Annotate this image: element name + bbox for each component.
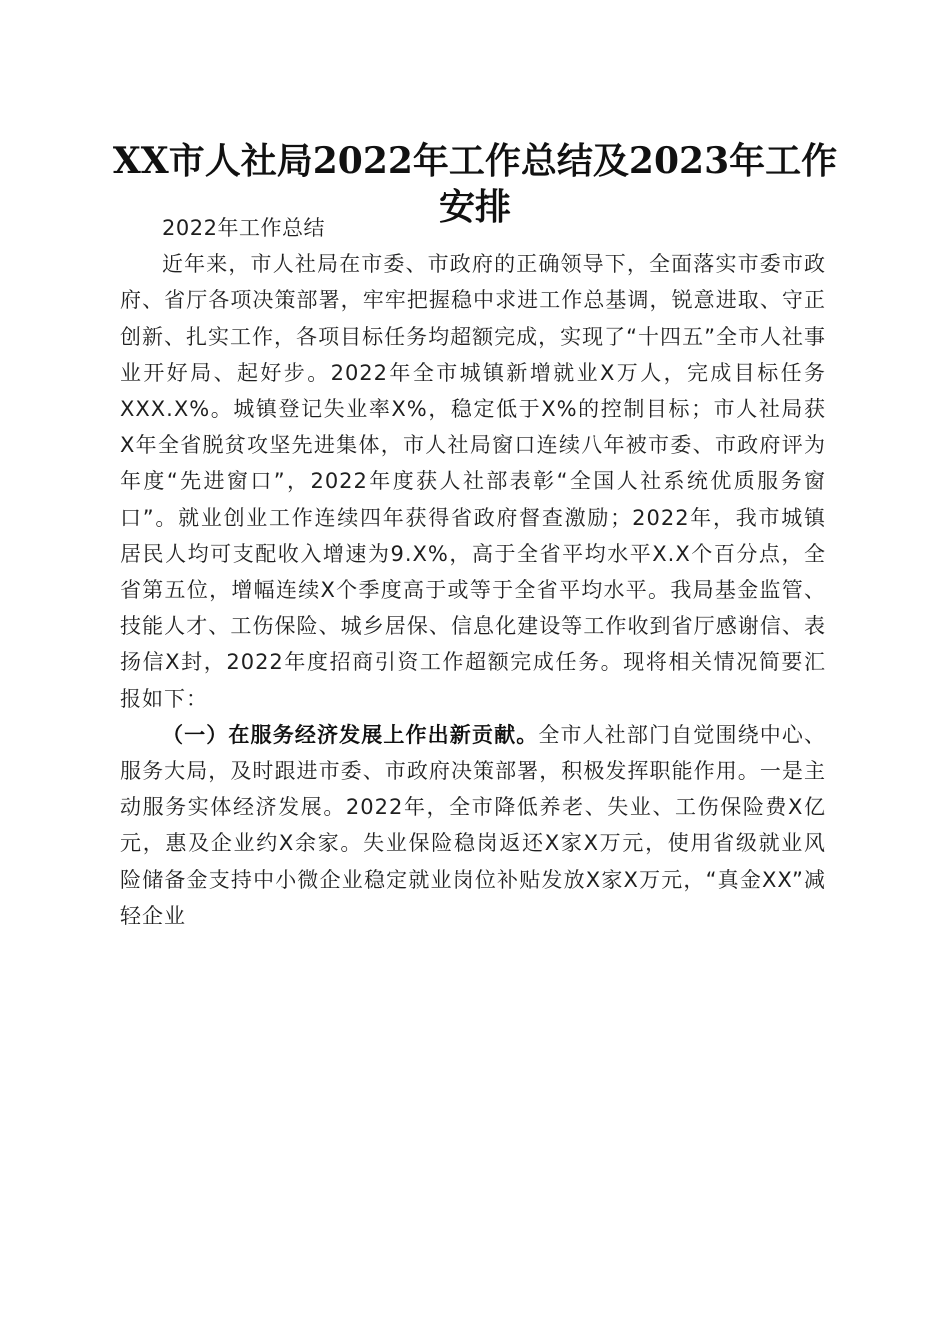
section-heading: 2022年工作总结 [162,216,325,240]
document-body [120,210,826,934]
document-title: XX市人社局2022年工作总结及2023年工作安排 [112,140,838,228]
section-one-text: 全市人社部门自觉围绕中心、服务大局，及时跟进市委、市政府决策部署，积极发挥职能作用。一是主动服务实体经济发展。2022年，全市降低养老、失业、工伤保险费X亿元，惠及企业约X余家。失业保险稳岗返还X家X万元，使用省级就业风险储备金支持中小微企业稳定就业岗位补贴发放X家X万元，“真金XX”减轻企业 [120,722,826,928]
intro-paragraph: 近年来，市人社局在市委、市政府的正确领导下，全面落实市委市政府、省厅各项决策部署，牢牢把握稳中求进工作总基调，锐意进取、守正创新、扎实工作，各项目标任务均超额完成，实现了“十四五”全市人社事业开好局、起好步。2022年全市城镇新增就业X万人，完成目标任务XXX.X%。城镇登记失业率X%，稳定低于X%的控制目标；市人社局获X年全省脱贫攻坚先进集体，市人社局窗口连续八年被市委、市政府评为年度“先进窗口”，2022年度获人社部表彰“全国人社系统优质服务窗口”。就业创业工作连续四年获得省政府督查激励；2022年，我市城镇居民人均可支配收入增速为9.X%，高于全省平均水平X.X个百分点，全省第五位，增幅连续X个季度高于或等于全省平均水平。我局基金监管、技能人才、工伤保险、城乡居保、信息化建设等工作收到省厅感谢信、表扬信X封，2022年度招商引资工作超额完成任务。现将相关情况简要汇报如下： [120,252,826,711]
section-one-lead: （一）在服务经济发展上作出新贡献。 [162,722,539,747]
section-one-paragraph [120,717,826,934]
